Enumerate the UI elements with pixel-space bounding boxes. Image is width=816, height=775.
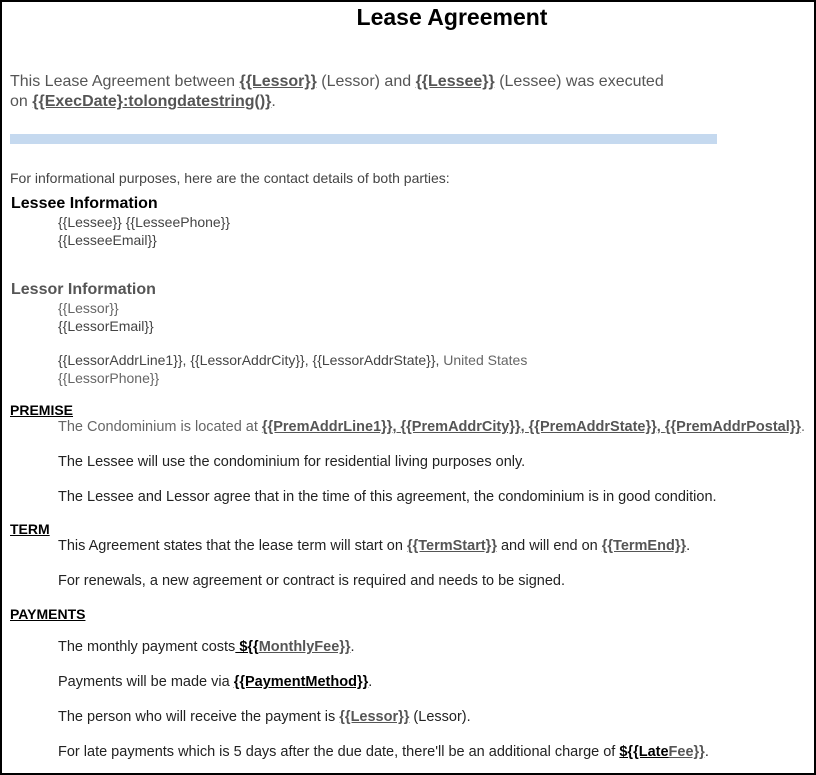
term-renewal: For renewals, a new agreement or contract is required and needs to be signed. [58,573,565,589]
premise-use: The Lessee will use the condominium for residential living purposes only. [58,454,526,470]
lessee-info-heading: Lessee Information [11,195,158,212]
term-dates: This Agreement states that the lease term will start on {{TermStart}} and will end on {{TermEnd}}. [58,538,691,554]
lessee-placeholder: {{Lessee}} [415,73,495,90]
lessor-info-line2: {{LessorEmail}} [58,318,154,334]
payment-late-fee: For late payments which is 5 days after the due date, there'll be an additional charge of ${{LateFee}}. [58,744,709,760]
term-end-placeholder: {{TermEnd}} [601,538,687,554]
payment-method-placeholder: {{PaymentMethod}} [233,674,369,690]
premise-condition: The Lessee and Lessor agree that in the time of this agreement, the condominium is in good condition. [58,489,717,505]
premise-heading: PREMISE [10,402,74,418]
document-title: Lease Agreement [356,4,548,30]
lessor-info-heading: Lessor Information [11,281,156,298]
lessee-info-line2: {{LesseeEmail}} [58,232,157,248]
info-text: For informational purposes, here are the contact details of both parties: [10,170,450,186]
lessee-info-line1: {{Lessee}} {{LesseePhone}} [58,214,231,230]
payment-monthly: The monthly payment costs ${{MonthlyFee}}. [58,639,355,655]
lessor-placeholder-payment: {{Lessor}} [339,709,410,725]
lessor-address: {{LessorAddrLine1}}, {{LessorAddrCity}}, {{LessorAddrState}}, United States [58,352,528,368]
payments-heading: PAYMENTS [10,606,86,622]
payment-method: Payments will be made via {{PaymentMethod}}. [58,674,373,690]
payment-receiver: The person who will receive the payment is {{Lessor}} (Lessor). [58,709,471,725]
separator-bar [10,134,717,144]
lessor-placeholder: {{Lessor}} [239,73,317,90]
monthly-fee-placeholder: MonthlyFee}} [258,639,351,655]
intro-line-2: on {{ExecDate}:tolongdatestring()}. [10,93,276,110]
term-start-placeholder: {{TermStart}} [406,538,497,554]
lessor-info-line1: {{Lessor}} [58,300,119,316]
lessor-phone: {{LessorPhone}} [58,370,160,386]
exec-date-placeholder: {{ExecDate}:tolongdatestring()} [32,93,272,110]
premise-location: The Condominium is located at {{PremAddrLine1}}, {{PremAddrCity}}, {{PremAddrState}}, {{PremAddrPostal}}. [58,419,806,435]
intro-line-1: This Lease Agreement between {{Lessor}} (Lessor) and {{Lessee}} (Lessee) was executed [10,73,664,90]
term-heading: TERM [10,521,50,537]
late-fee-placeholder: Fee}} [668,744,705,760]
